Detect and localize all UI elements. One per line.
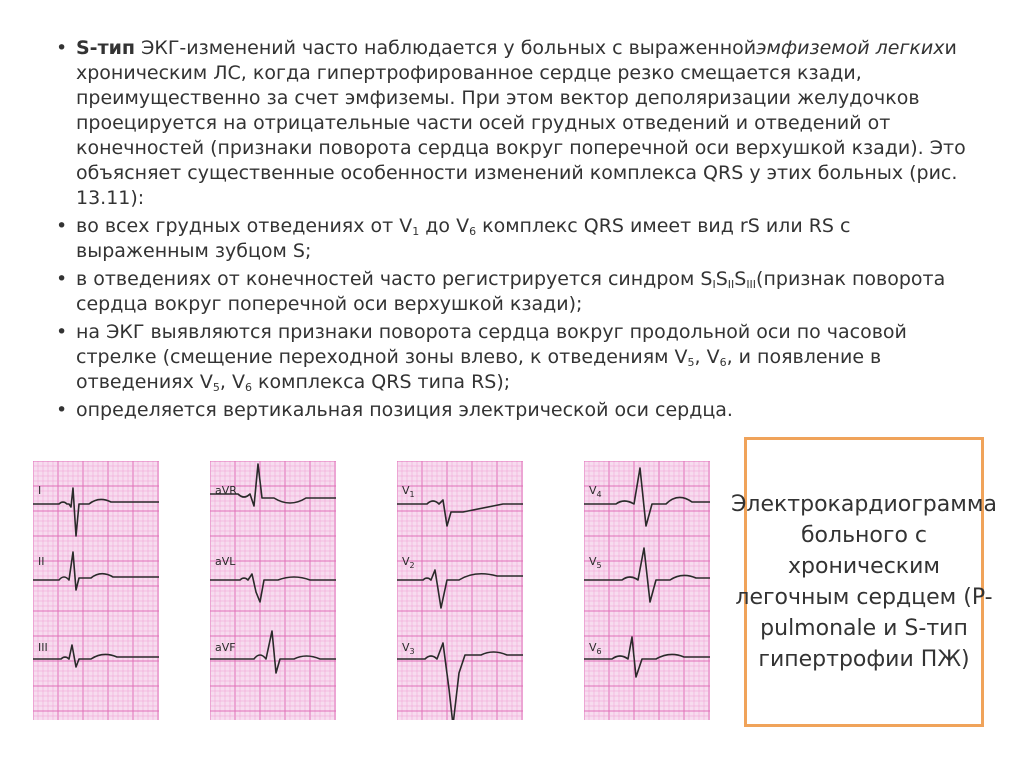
ecg-grid [210, 461, 336, 720]
lead-label: I [38, 484, 42, 497]
lead-label: $V_3$ [402, 641, 415, 656]
bullet-limb-leads: • в отведениях от конечностей часто регистрируется синдром $S_IS_{II}S_{III}(признак$ поворота сердца вокруг поперечной оси верхушкой кзади); [56, 268, 946, 315]
lead-label-subscript: 5 [596, 561, 602, 570]
ecg-panel-augmented-leads [210, 461, 336, 720]
lead-label: $V_1$ [402, 484, 415, 499]
lead-label: aVF [215, 641, 236, 654]
bullet-marker: • [56, 268, 68, 290]
caption-text: Электрокардиограмма больного с хроническим легочным сердцем (P-pulmonale и S-тип гипертрофии ПЖ) [731, 492, 997, 672]
ecg-panel-chest-v4-v6 [584, 461, 710, 720]
bullet-marker: • [56, 321, 68, 343]
lead-label: $V_6$ [589, 641, 602, 656]
caption-box [731, 437, 997, 727]
bullet-list [54, 36, 972, 426]
ecg-panel-chest-v1-v3 [397, 461, 523, 720]
bullet-axis: • определяется вертикальная позиция электрической оси сердца. [56, 399, 733, 421]
term-s-type: S-тип [76, 37, 136, 59]
lead-label-subscript: 2 [409, 561, 415, 570]
lead-label: II [38, 555, 45, 568]
lead-label-subscript: 6 [596, 647, 602, 656]
bullet-rotation: • на ЭКГ выявляются признаки поворота сердца вокруг продольной оси по часовой стрелке (смещение переходной зоны влево, к отведениям $V_5$, $V_6$, и появление в отведениях $V_5$, $V_6$ комплекса QRS типа RS); [56, 321, 907, 394]
ecg-panel-limb-leads [33, 461, 159, 720]
lead-label: $V_2$ [402, 555, 415, 570]
lead-label-subscript: 4 [596, 490, 602, 499]
ecg-grid [33, 461, 159, 720]
bullet-marker: • [56, 37, 68, 59]
bullet-marker: • [56, 399, 68, 421]
term-emphysema: эмфиземой легких [756, 37, 945, 59]
lead-label: $V_5$ [589, 555, 602, 570]
bullet-marker: • [56, 215, 68, 237]
lead-label-subscript: 1 [409, 490, 415, 499]
lead-label-subscript: 3 [409, 647, 415, 656]
bullet-chest-leads: • во всех грудных отведениях от $V_1$ до $V_6$ комплекс QRS имеет вид rS или RS с выраженным зубцом S; [56, 215, 851, 262]
ecg-grid [397, 461, 523, 720]
ecg-grid [584, 461, 710, 720]
bullet-s-type: • S-тип ЭКГ-изменений часто наблюдается у больных с выраженнойэмфиземой легкихи хроническим ЛС, когда гипертрофированное сердце резко смещается кзади, преимущественно за счет эмфиземы. При этом вектор деполяризации желудочков проецируется на отрицательные части осей грудных отведений и отведений от конечностей (признаки поворота сердца вокруг поперечной оси верхушкой кзади). Это объясняет существенные особенности изменений комплекса QRS у этих больных (рис. 13.11): [56, 37, 966, 209]
lead-label: aVL [215, 555, 236, 568]
lead-label: $V_4$ [589, 484, 602, 499]
lead-label: III [38, 641, 48, 654]
lead-label: aVR [215, 484, 237, 497]
